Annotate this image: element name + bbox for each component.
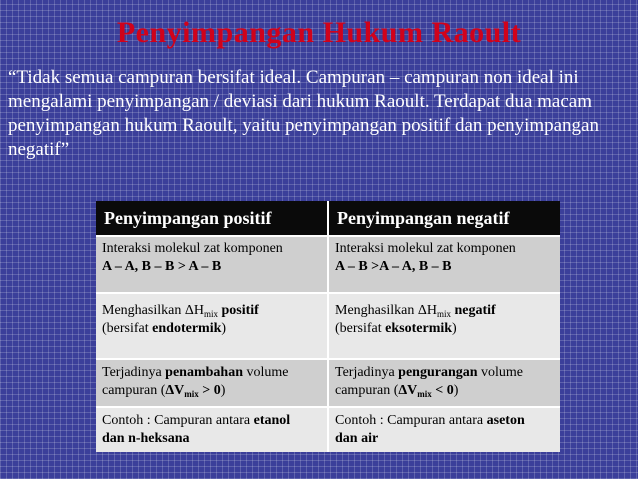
table-row-enthalpy <box>96 293 560 359</box>
cell-text: ) <box>221 321 227 336</box>
cell-text-bold: penambahan <box>165 365 243 380</box>
cell-positive-enthalpy <box>96 293 328 359</box>
cell-text-bold: aseton <box>486 413 525 428</box>
cell-text-bold: A – A, B – B > A – B <box>102 259 222 274</box>
cell-positive-example <box>96 407 328 452</box>
cell-text: volume <box>477 365 524 380</box>
cell-text: Menghasilkan ΔH <box>102 303 204 318</box>
cell-text: Terjadinya <box>335 365 399 380</box>
cell-text-bold: dan air <box>335 431 379 446</box>
cell-text: Interaksi molekul zat komponen <box>335 241 516 256</box>
cell-text-bold: ΔV <box>398 383 418 398</box>
cell-text: (bersifat <box>102 321 153 336</box>
subscript-mix: mix <box>417 389 432 399</box>
subscript-mix: mix <box>436 309 451 319</box>
table-row-volume <box>96 359 560 407</box>
cell-text: Terjadinya <box>102 365 166 380</box>
cell-negative-example <box>328 407 560 452</box>
cell-text-bold: pengurangan <box>398 365 478 380</box>
table-header-row <box>96 201 560 236</box>
cell-text: Menghasilkan ΔH <box>335 303 437 318</box>
cell-text-bold: < 0 <box>431 383 454 398</box>
cell-text: Contoh : Campuran antara <box>102 413 254 428</box>
cell-text: ) <box>452 321 457 336</box>
cell-text: campuran ( <box>335 383 399 398</box>
slide-title: Penyimpangan Hukum Raoult <box>116 16 522 49</box>
header-negative: Penyimpangan negatif <box>328 201 560 236</box>
cell-text-bold: etanol <box>253 413 291 428</box>
cell-text-bold: eksotermik <box>385 321 453 336</box>
cell-text: volume <box>242 365 289 380</box>
table-row-interaction <box>96 236 560 293</box>
intro-paragraph: “Tidak semua campuran bersifat ideal. Campuran – campuran non ideal ini mengalami penyimpangan / deviasi dari hukum Raoult. Terdapat dua macam penyimpangan hukum Raoult, yaitu penyimpangan positif dan penyimpangan negatif” <box>8 67 599 160</box>
header-positive: Penyimpangan positif <box>96 201 328 236</box>
cell-text: Contoh : Campuran antara <box>335 413 487 428</box>
cell-text-bold: positif <box>221 303 259 318</box>
cell-text: Interaksi molekul zat komponen <box>102 241 283 256</box>
subscript-mix: mix <box>184 389 199 399</box>
cell-negative-enthalpy <box>328 293 560 359</box>
cell-text: ) <box>220 383 226 398</box>
cell-text-bold: > 0 <box>198 383 221 398</box>
cell-text: ) <box>453 383 459 398</box>
cell-text-bold: endotermik <box>152 321 222 336</box>
cell-text-bold: negatif <box>454 303 496 318</box>
cell-text-bold: ΔV <box>165 383 185 398</box>
cell-negative-interaction <box>328 236 560 293</box>
cell-positive-volume <box>96 359 328 407</box>
cell-text: campuran ( <box>102 383 166 398</box>
comparison-table <box>96 201 560 452</box>
cell-positive-interaction <box>96 236 328 293</box>
subscript-mix: mix <box>203 309 218 319</box>
cell-text-bold: A – B >A – A, B – B <box>335 259 452 274</box>
table-row-example <box>96 407 560 452</box>
cell-text-bold: dan n-heksana <box>102 431 190 446</box>
cell-negative-volume <box>328 359 560 407</box>
cell-text: (bersifat <box>335 321 386 336</box>
